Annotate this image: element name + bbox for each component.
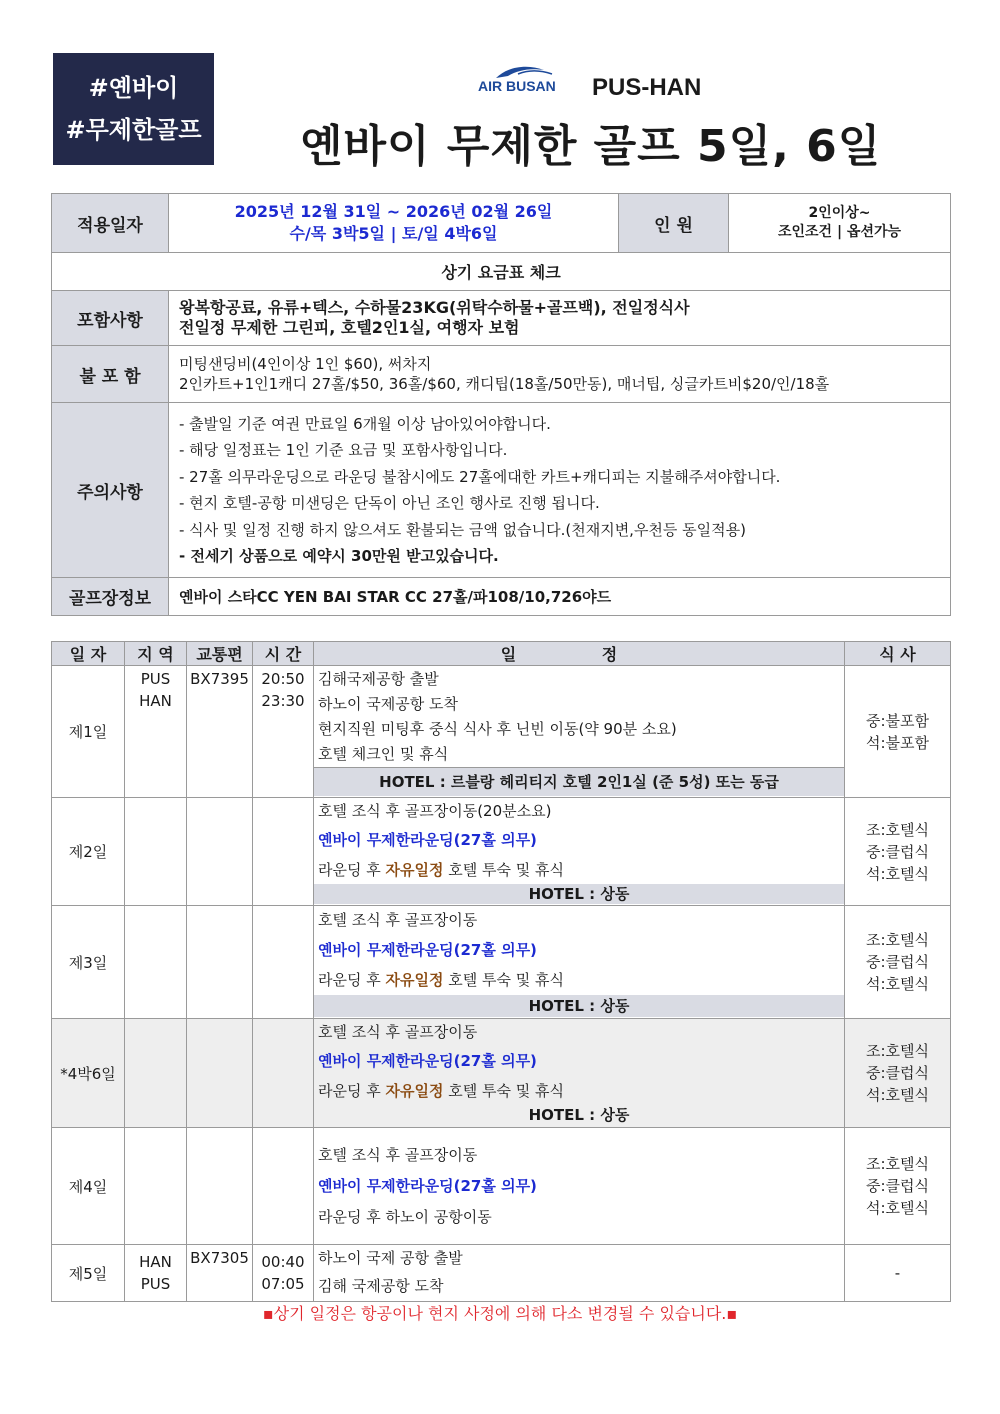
notes-label: 주의사항	[52, 403, 169, 578]
meal-dinner: 석:호텔식	[865, 1199, 929, 1217]
free-schedule: 자유일정	[385, 861, 444, 879]
region-to: PUS	[140, 1275, 171, 1293]
info-table	[51, 193, 951, 616]
itinerary-line: 라운딩 후 자유일정 호텔 투숙 및 휴식	[318, 861, 564, 879]
air-busan-logo	[478, 64, 568, 98]
rate-check: 상기 요금표 체크	[52, 253, 951, 291]
people-label: 인 원	[619, 194, 729, 253]
flight-number: BX7395	[187, 666, 253, 798]
region-from: PUS	[140, 670, 171, 688]
itinerary-line: 호텔 조식 후 골프장이동	[318, 1023, 478, 1041]
table-row	[52, 798, 951, 906]
day-label: 제5일	[52, 1245, 125, 1302]
itinerary-line: 라운딩 후 자유일정 호텔 투숙 및 휴식	[318, 1082, 564, 1100]
itinerary-line: 호텔 조식 후 골프장이동(20분소요)	[318, 802, 552, 820]
itinerary-line: 호텔 조식 후 골프장이동	[318, 911, 478, 929]
header-meal: 식 사	[845, 642, 951, 666]
note-item: - 식사 및 일정 진행 하지 않으셔도 환불되는 금액 없습니다.(천재지변,우천등 동일적용)	[179, 520, 746, 539]
hotel-info: HOTEL : 상동	[528, 1106, 630, 1124]
golf-round: 옌바이 무제한라운딩(27홀 의무)	[318, 831, 537, 849]
free-schedule: 자유일정	[385, 971, 444, 989]
table-row	[52, 1019, 951, 1128]
page-title: 옌바이 무제한 골프 5일, 6일	[300, 121, 882, 172]
golf-info: 옌바이 스타CC YEN BAI STAR CC 27홀/파108/10,726야드	[169, 578, 951, 616]
exclude-label: 불 포 함	[52, 346, 169, 403]
meal-breakfast: 조:호텔식	[865, 820, 929, 839]
itinerary-line: 현지직원 미팅후 중식 식사 후 닌빈 이동(약 90분 소요)	[318, 720, 677, 738]
departure-time: 20:50	[261, 670, 305, 688]
exclude-line-2: 2인카트+1인1캐디 27홀/$50, 36홀/$60, 캐디팁(18홀/50만동), 매너팁, 싱글카트비$20/인/18홀	[179, 375, 830, 393]
arrival-time: 23:30	[261, 692, 305, 710]
day-label: 제3일	[52, 906, 125, 1019]
golf-info-label: 골프장정보	[52, 578, 169, 616]
note-item: - 출발일 기준 여권 만료일 6개월 이상 남아있어야합니다.	[179, 414, 551, 433]
meal-dinner: 석:불포함	[865, 733, 929, 752]
meal-dinner: 석:호텔식	[865, 975, 929, 993]
route: PUS-HAN	[592, 74, 702, 101]
meal-none: -	[845, 1245, 951, 1302]
header-flight: 교통편	[187, 642, 253, 666]
hotel-info: HOTEL : 상동	[314, 884, 844, 904]
table-row	[52, 1128, 951, 1245]
header-day: 일 자	[52, 642, 125, 666]
region-from: HAN	[139, 1253, 172, 1271]
meal-breakfast: 조:호텔식	[865, 1155, 929, 1173]
itinerary-line: 호텔 조식 후 골프장이동	[318, 1146, 478, 1164]
meal-breakfast: 조:호텔식	[865, 931, 929, 949]
note-item: - 현지 호텔-공항 미샌딩은 단독이 아닌 조인 행사로 진행 됩니다.	[179, 494, 600, 512]
itinerary-line: 김해국제공항 출발	[318, 670, 439, 688]
meal-lunch: 중:클럽식	[865, 953, 929, 971]
logo-text: AIR BUSAN	[478, 78, 556, 94]
note-item: - 해당 일정표는 1인 기준 요금 및 포함사항입니다.	[179, 441, 508, 459]
hotel-info: HOTEL : 르블랑 헤리티지 호텔 2인1실 (준 5성) 또는 동급	[314, 767, 844, 796]
itinerary-line: 호텔 체크인 및 휴식	[318, 745, 449, 763]
table-row	[52, 906, 951, 1019]
meal-dinner: 석:호텔식	[865, 1086, 929, 1104]
meal-dinner: 석:호텔식	[865, 864, 929, 883]
day-label: 제2일	[52, 798, 125, 906]
note-item: - 전세기 상품으로 예약시 30만원 받고있습니다.	[179, 547, 499, 565]
meal-lunch: 중:클럽식	[865, 1064, 929, 1082]
meal-lunch: 중:불포함	[865, 711, 929, 730]
itinerary-line: 라운딩 후 하노이 공항이동	[318, 1208, 492, 1226]
people-condition: 조인조건 | 옵션가능	[777, 224, 902, 240]
apply-date-range: 2025년 12월 31일 ~ 2026년 02월 26일	[234, 202, 553, 221]
schedule-table	[51, 641, 951, 1302]
day-label: *4박6일	[52, 1019, 125, 1128]
itinerary-line: 하노이 국제공항 도착	[318, 695, 458, 713]
note-item: - 27홀 의무라운딩으로 라운딩 불참시에도 27홀에대한 카트+캐디피는 지불해주셔야합니다.	[179, 467, 781, 486]
table-row	[52, 1245, 951, 1302]
golf-round: 옌바이 무제한라운딩(27홀 의무)	[318, 941, 537, 959]
meal-lunch: 중:클럽식	[865, 842, 929, 861]
people-min: 2인이상~	[808, 205, 871, 221]
golf-round: 옌바이 무제한라운딩(27홀 의무)	[318, 1052, 537, 1070]
hashtag-1: #옌바이	[88, 74, 179, 102]
day-label: 제1일	[52, 666, 125, 798]
itinerary-line: 라운딩 후 자유일정 호텔 투숙 및 휴식	[318, 971, 564, 989]
apply-date-label: 적용일자	[52, 194, 169, 253]
apply-date-nights: 수/목 3박5일 | 토/일 4박6일	[289, 224, 498, 243]
header-itinerary: 일 정	[314, 642, 845, 666]
flight-number: BX7305	[187, 1245, 253, 1302]
include-line-1: 왕복항공료, 유류+텍스, 수하물23KG(위탁수하물+골프백), 전일정식사	[179, 298, 690, 317]
hashtag-2: #무제한골프	[65, 116, 202, 144]
table-row	[52, 666, 951, 798]
meal-lunch: 중:클럽식	[865, 1177, 929, 1195]
hotel-info: HOTEL : 상동	[314, 995, 844, 1017]
exclude-line-1: 미팅샌딩비(4인이상 1인 $60), 써차지	[179, 355, 432, 373]
include-line-2: 전일정 무제한 그린피, 호텔2인1실, 여행자 보험	[179, 318, 520, 337]
hashtag-box	[53, 53, 214, 165]
header-region: 지 역	[125, 642, 187, 666]
header-time: 시 간	[253, 642, 314, 666]
free-schedule: 자유일정	[385, 1082, 444, 1100]
itinerary-line: 김해 국제공항 도착	[318, 1277, 444, 1295]
itinerary-line: 하노이 국제 공항 출발	[318, 1249, 463, 1267]
day-label: 제4일	[52, 1128, 125, 1245]
include-label: 포함사항	[52, 291, 169, 346]
meal-breakfast: 조:호텔식	[865, 1042, 929, 1060]
footer-notice: ▪상기 일정은 항공이나 현지 사정에 의해 다소 변경될 수 있습니다.▪	[262, 1304, 738, 1323]
golf-round: 옌바이 무제한라운딩(27홀 의무)	[318, 1177, 537, 1195]
region-to: HAN	[139, 692, 172, 710]
departure-time: 00:40	[261, 1253, 305, 1271]
arrival-time: 07:05	[261, 1275, 305, 1293]
